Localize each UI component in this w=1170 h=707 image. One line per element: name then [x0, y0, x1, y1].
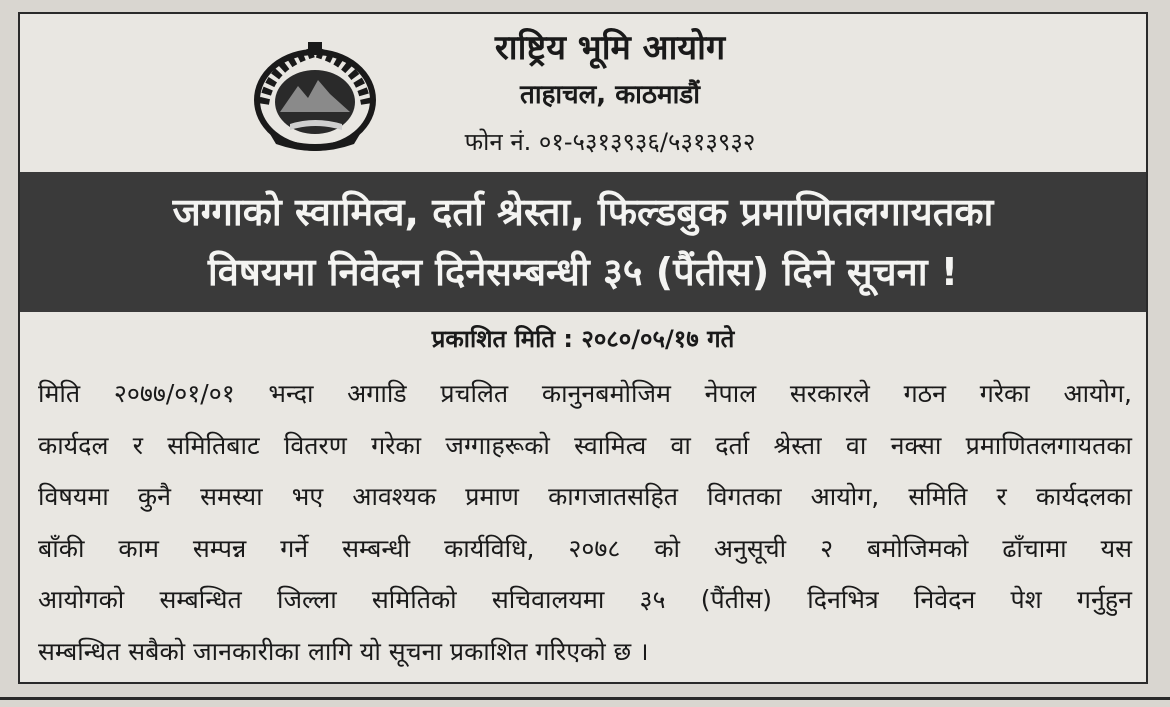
notice-title-line-2: विषयमा निवेदन दिनेसम्बन्धी ३५ (पैंतीस) दिने सूचना !	[207, 250, 959, 294]
notice-title-banner	[20, 172, 1146, 312]
publication-date: प्रकाशित मिति : २०८०/०५/१७ गते	[431, 325, 735, 353]
body-line: मिति २०७७/०१/०१ भन्दा अगाडि प्रचलित कानुनबमोजिम नेपाल सरकारले गठन गरेका आयोग,	[38, 379, 1132, 408]
notice-sheet	[18, 12, 1148, 684]
nepal-government-emblem-icon	[250, 34, 380, 154]
notice-body	[38, 368, 1132, 677]
bottom-rule	[0, 697, 1170, 700]
org-phone: फोन नं. ०१-५३१३९३६/५३१३९३२	[464, 128, 756, 156]
body-line: विषयमा कुनै समस्या भए आवश्यक प्रमाण कागजातसहित विगतका आयोग, समिति र कार्यदलका	[38, 482, 1132, 511]
body-line: कार्यदल र समितिबाट वितरण गरेका जग्गाहरूको स्वामित्व वा दर्ता श्रेस्ता वा नक्सा प्रमाणितलगायतका	[38, 430, 1132, 460]
notice-header	[20, 14, 1146, 174]
body-line: सम्बन्धित सबैको जानकारीका लागि यो सूचना प्रकाशित गरिएको छ ।	[38, 636, 649, 666]
org-name: राष्ट्रिय भूमि आयोग	[494, 28, 726, 68]
body-line: आयोगको सम्बन्धित जिल्ला समितिको सचिवालयमा ३५ (पैंतीस) दिनभित्र निवेदन पेश गर्नुहुन	[38, 585, 1132, 614]
body-line: बाँकी काम सम्पन्न गर्ने सम्बन्धी कार्यविधि, २०७८ को अनुसूची २ बमोजिमको ढाँचामा यस	[38, 533, 1132, 563]
notice-title-line-1: जग्गाको स्वामित्व, दर्ता श्रेस्ता, फिल्डबुक प्रमाणितलगायतका	[172, 190, 994, 234]
org-address: ताहाचल, काठमाडौं	[520, 80, 700, 110]
